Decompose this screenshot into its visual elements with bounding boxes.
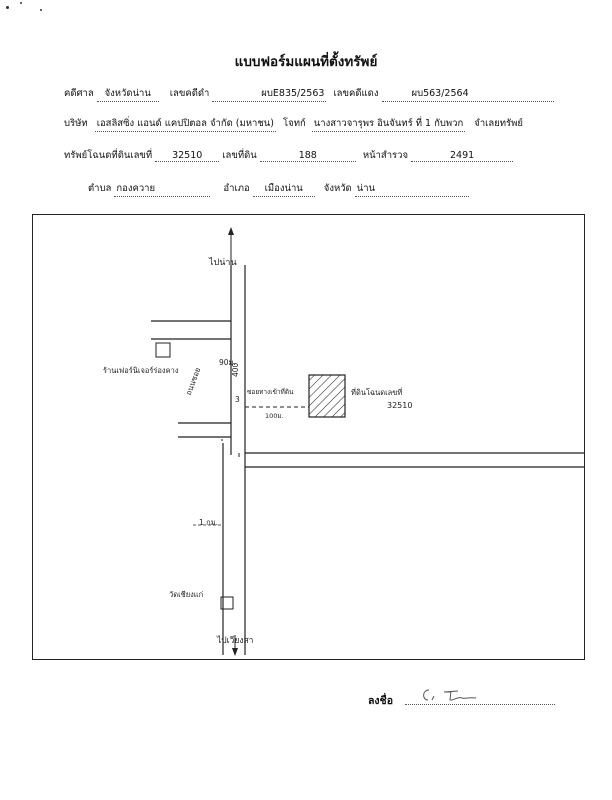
black-case-value: ผบE835/2563 — [212, 86, 326, 102]
plaintiff-text: โจทก์ — [283, 118, 306, 129]
survey-label: หน้าสำรวจ — [362, 150, 409, 161]
map-north-label: ไปน่าน — [209, 258, 237, 268]
survey-value: 2491 — [411, 150, 513, 162]
row-deed — [64, 148, 513, 163]
map-distance-top: 90ม. — [219, 358, 236, 367]
row-parties — [64, 116, 523, 132]
court-value: จังหวัดน่าน — [97, 86, 159, 102]
land-no-label: เลขที่ดิน — [222, 150, 257, 161]
defendant-value: นางสาวจารุพร อินจันทร์ ที่ 1 กับพวก — [312, 116, 465, 132]
map-arrow-distance: 100ม. — [265, 412, 284, 420]
scan-speck — [20, 2, 22, 4]
south-arrow-head — [232, 648, 238, 656]
map-side-number: 3 — [235, 395, 240, 404]
scan-speck — [40, 9, 42, 11]
row-location — [88, 181, 469, 197]
province-label: จังหวัด — [323, 183, 352, 194]
red-case-label: เลขคดีแดง — [333, 88, 379, 99]
subdistrict-label: ตำบล — [88, 183, 112, 194]
map-south-label: ไปเวียงสา — [217, 636, 254, 646]
black-case-label: เลขคดีดำ — [169, 88, 210, 99]
map-drawing — [33, 215, 584, 659]
map-left-landmark: ร้านเฟอร์นิเจอร์ร่องคาง — [103, 366, 179, 375]
province-value: น่าน — [355, 181, 469, 197]
deed-value: 32510 — [155, 150, 219, 162]
row-court — [64, 86, 554, 102]
map-road-label: ถนนซอย — [183, 366, 203, 397]
map-arrow-note: ซอยทางเข้าที่ดิน — [247, 388, 294, 396]
location-map — [32, 214, 585, 660]
land-no-value: 188 — [260, 150, 356, 162]
subdistrict-value: กองควาย — [114, 181, 210, 197]
deed-label: ทรัพย์โฉนดที่ดินเลขที่ — [64, 150, 153, 161]
form-title: แบบฟอร์มแผนที่ตั้งทรัพย์ — [234, 54, 378, 70]
court-label: คดีศาล — [64, 88, 94, 99]
north-arrow-head — [228, 227, 234, 235]
company-value: เอสลิสซิ่ง แอนด์ แคปปิตอล จำกัด (มหาชน) — [95, 116, 276, 132]
map-distance-left: 400 — [231, 362, 240, 377]
district-value: เมืองน่าน — [253, 181, 315, 197]
company-label: บริษัท — [64, 118, 88, 129]
signature-label: ลงชื่อ — [368, 695, 393, 707]
map-south-segment: 1 กม. — [199, 518, 219, 527]
scan-speck — [6, 6, 9, 9]
district-label: อำเภอ — [223, 183, 250, 194]
property-plot — [309, 375, 345, 417]
map-bottom-landmark: วัดเชียงแก่ — [169, 590, 204, 599]
left-landmark-box — [156, 343, 170, 357]
map-property-label: ที่ดินโฉนดเลขที่ — [351, 388, 403, 397]
map-property-deed: 32510 — [387, 401, 413, 410]
red-case-value: ผบ563/2564 — [382, 86, 554, 102]
owner-text: จำเลยทรัพย์ — [474, 118, 523, 129]
signature-mark — [418, 684, 488, 706]
